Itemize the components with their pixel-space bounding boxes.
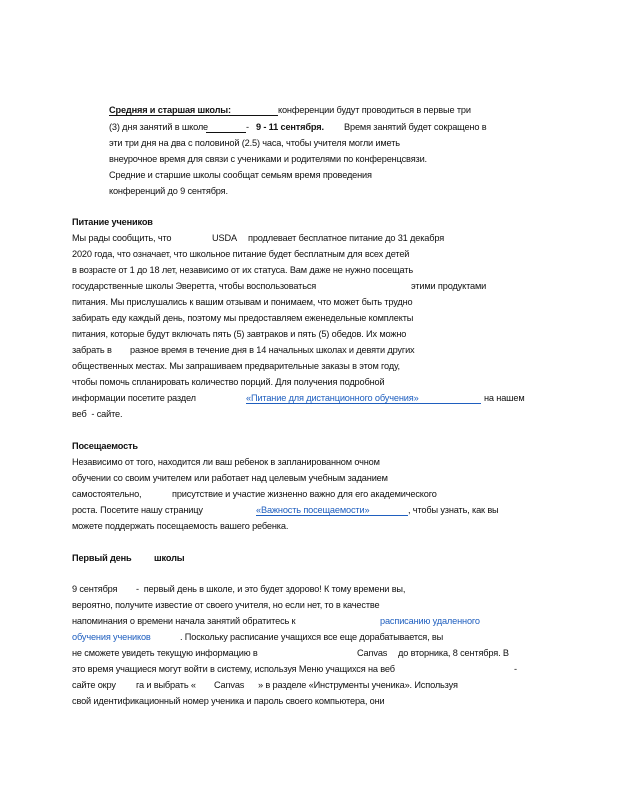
canvas-text: Canvas (214, 680, 245, 690)
text-line: Независимо от того, находится ли ваш ребенок в запланированном очном (72, 457, 380, 467)
remote-schedule-link-cont[interactable]: обучения учеников (72, 632, 151, 642)
first-day-heading: Первый день (72, 553, 132, 563)
text-line: сайте окру (72, 680, 116, 690)
text-line: (3) дня занятий в школе (109, 122, 208, 132)
attendance-link-underline (256, 515, 408, 516)
remote-meals-link-underline (246, 403, 481, 404)
first-day-heading-school: школы (154, 553, 185, 563)
remote-meals-link[interactable]: «Питание для дистанционного обучения» (246, 393, 419, 403)
text-line: чтобы помочь спланировать количество порций. Для получения подробной (72, 377, 385, 387)
text-line: в возрасте от 1 до 18 лет, независимо от их статуса. Вам даже не нужно посещать (72, 265, 413, 275)
text-line: Время занятий будет сокращено в (344, 122, 487, 132)
text-line: самостоятельно, (72, 489, 142, 499)
text-line: , чтобы узнать, как вы (408, 505, 499, 515)
text-line: - (246, 122, 249, 132)
text-line: 2020 года, что означает, что школьное питание будет бесплатным для всех детей (72, 249, 410, 259)
conferences-heading: Средняя и старшая школы: (109, 105, 231, 115)
canvas-text: Canvas (357, 648, 388, 658)
attendance-importance-link[interactable]: «Важность посещаемости» (256, 505, 370, 515)
blank-underline (206, 132, 246, 133)
text-line: государственные школы Эверетта, чтобы воспользоваться (72, 281, 317, 291)
attendance-heading: Посещаемость (72, 441, 138, 451)
text-line: конференции будут проводиться в первые три (278, 105, 471, 115)
text-line: общественных местах. Мы запрашиваем предварительные заказы в этом году, (72, 361, 400, 371)
text-line: - (514, 664, 517, 674)
text-line: присутствие и участие жизненно важно для его академического (172, 489, 437, 499)
text-line: это время учащиеся могут войти в систему, используя Меню учащихся на веб (72, 664, 395, 674)
text-line: до вторника, 8 сентября. В (398, 648, 509, 658)
text-line: напоминания о времени начала занятий обратитесь к (72, 616, 296, 626)
usda-text: USDA (212, 233, 237, 243)
text-line: забирать еду каждый день, поэтому мы предоставляем еженедельные комплекты (72, 313, 414, 323)
text-line: внеурочное время для связи с учениками и родителями по конференцсвязи. (109, 154, 427, 164)
text-line: информации посетите раздел (72, 393, 196, 403)
text-line: Средние и старшие школы сообщат семьям время проведения (109, 170, 372, 180)
text-line: Мы рады сообщить, что (72, 233, 172, 243)
text-line: вероятно, получите известие от своего учителя, но если нет, то в качестве (72, 600, 380, 610)
text-line: обучении со своим учителем или работает над целевым учебным заданием (72, 473, 388, 483)
text-line: роста. Посетите нашу страницу (72, 505, 203, 515)
text-line: 9 сентября (72, 584, 118, 594)
text-line: этими продуктами (411, 281, 487, 291)
text-line: продлевает бесплатное питание до 31 декабря (248, 233, 445, 243)
text-line: . Поскольку расписание учащихся все еще дорабатывается, вы (180, 632, 444, 642)
text-line: питания. Мы прислушались к вашим отзывам и понимаем, что может быть трудно (72, 297, 413, 307)
conferences-heading-underline (109, 115, 278, 116)
text-line: не сможете увидеть текущую информацию в (72, 648, 258, 658)
text-line: разное время в течение дня в 14 начальных школах и девяти других (130, 345, 415, 355)
text-line: можете поддержать посещаемость вашего ребенка. (72, 521, 289, 531)
text-line: питания, которые будут включать пять (5) завтраков и пять (5) обедов. Их можно (72, 329, 407, 339)
meals-heading: Питание учеников (72, 217, 153, 227)
text-line: эти три дня на два с половиной (2.5) часа, чтобы учителя могли иметь (109, 138, 400, 148)
remote-schedule-link[interactable]: расписанию удаленного (380, 616, 480, 626)
text-line: забрать в (72, 345, 112, 355)
text-line: свой идентификационный номер ученика и пароль своего компьютера, они (72, 696, 385, 706)
text-line: на нашем (484, 393, 525, 403)
text-line: веб - сайте. (72, 409, 123, 419)
text-line: - первый день в школе, и это будет здорово! К тому времени вы, (136, 584, 406, 594)
text-line: га и выбрать « (136, 680, 196, 690)
text-line: конференций до 9 сентября. (109, 186, 228, 196)
text-line: » в разделе «Инструменты ученика». Используя (258, 680, 458, 690)
conference-dates: 9 - 11 сентября. (256, 122, 324, 132)
